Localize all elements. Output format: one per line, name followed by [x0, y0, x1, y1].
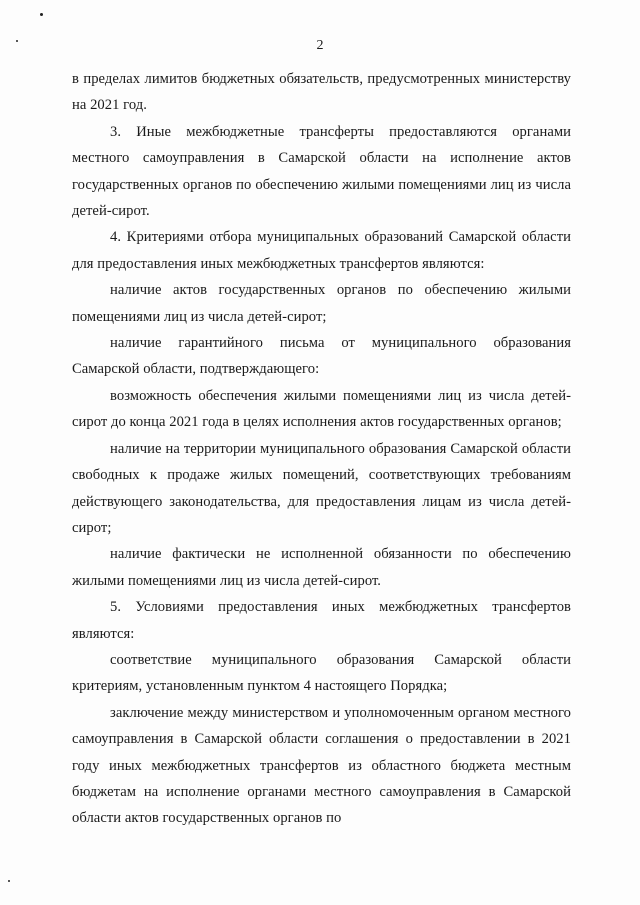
paragraph-item-3: 3. Иные межбюджетные трансферты предоставляются органами местного самоуправления в Самарской области на исполнение актов государственных органов по обеспечению жилыми помещениями лиц из числа детей-сирот.	[72, 123, 571, 220]
document-body	[72, 66, 571, 832]
scan-speck	[40, 13, 43, 16]
paragraph-guarantee-possibility: возможность обеспечения жилыми помещениями лиц из числа детей-сирот до конца 2021 года в целях исполнения актов государственных органов;	[72, 387, 571, 431]
paragraph-guarantee-housing-available: наличие на территории муниципального образования Самарской области свободных к продаже жилых помещений, соответствующих требованиям действующего законодательства, для предоставления лицам из числа детей-сирот;	[72, 440, 571, 536]
paragraph-item-5-conditions: 5. Условиями предоставления иных межбюджетных трансфертов являются:	[72, 599, 571, 642]
paragraph-condition-agreement: заключение между министерством и уполномоченным органом местного самоуправления в Самарской области соглашения о предоставлении в 2021 году иных межбюджетных трансфертов из областного бюджета местным бюджетам на исполнение органами местного самоуправления в Самарской области актов государственных органов по	[72, 704, 571, 827]
page-number: 2	[316, 38, 324, 53]
paragraph-condition-compliance: соответствие муниципального образования Самарской области критериям, установленным пунктом 4 настоящего Порядка;	[72, 651, 571, 695]
paragraph-item-4-criteria: 4. Критериями отбора муниципальных образований Самарской области для предоставления иных межбюджетных трансфертов являются:	[72, 229, 571, 272]
paragraph-criterion-unfulfilled-obligation: наличие фактически не исполненной обязанности по обеспечению жилыми помещениями лиц из числа детей-сирот.	[72, 546, 571, 589]
scan-speck	[8, 880, 10, 882]
paragraph-criterion-guarantee-letter: наличие гарантийного письма от муниципального образования Самарской области, подтверждающего:	[72, 335, 571, 378]
paragraph-criterion-acts: наличие актов государственных органов по обеспечению жилыми помещениями лиц из числа детей-сирот;	[72, 282, 571, 325]
paragraph-budget-limits: в пределах лимитов бюджетных обязательств, предусмотренных министерству на 2021 год.	[72, 71, 571, 114]
